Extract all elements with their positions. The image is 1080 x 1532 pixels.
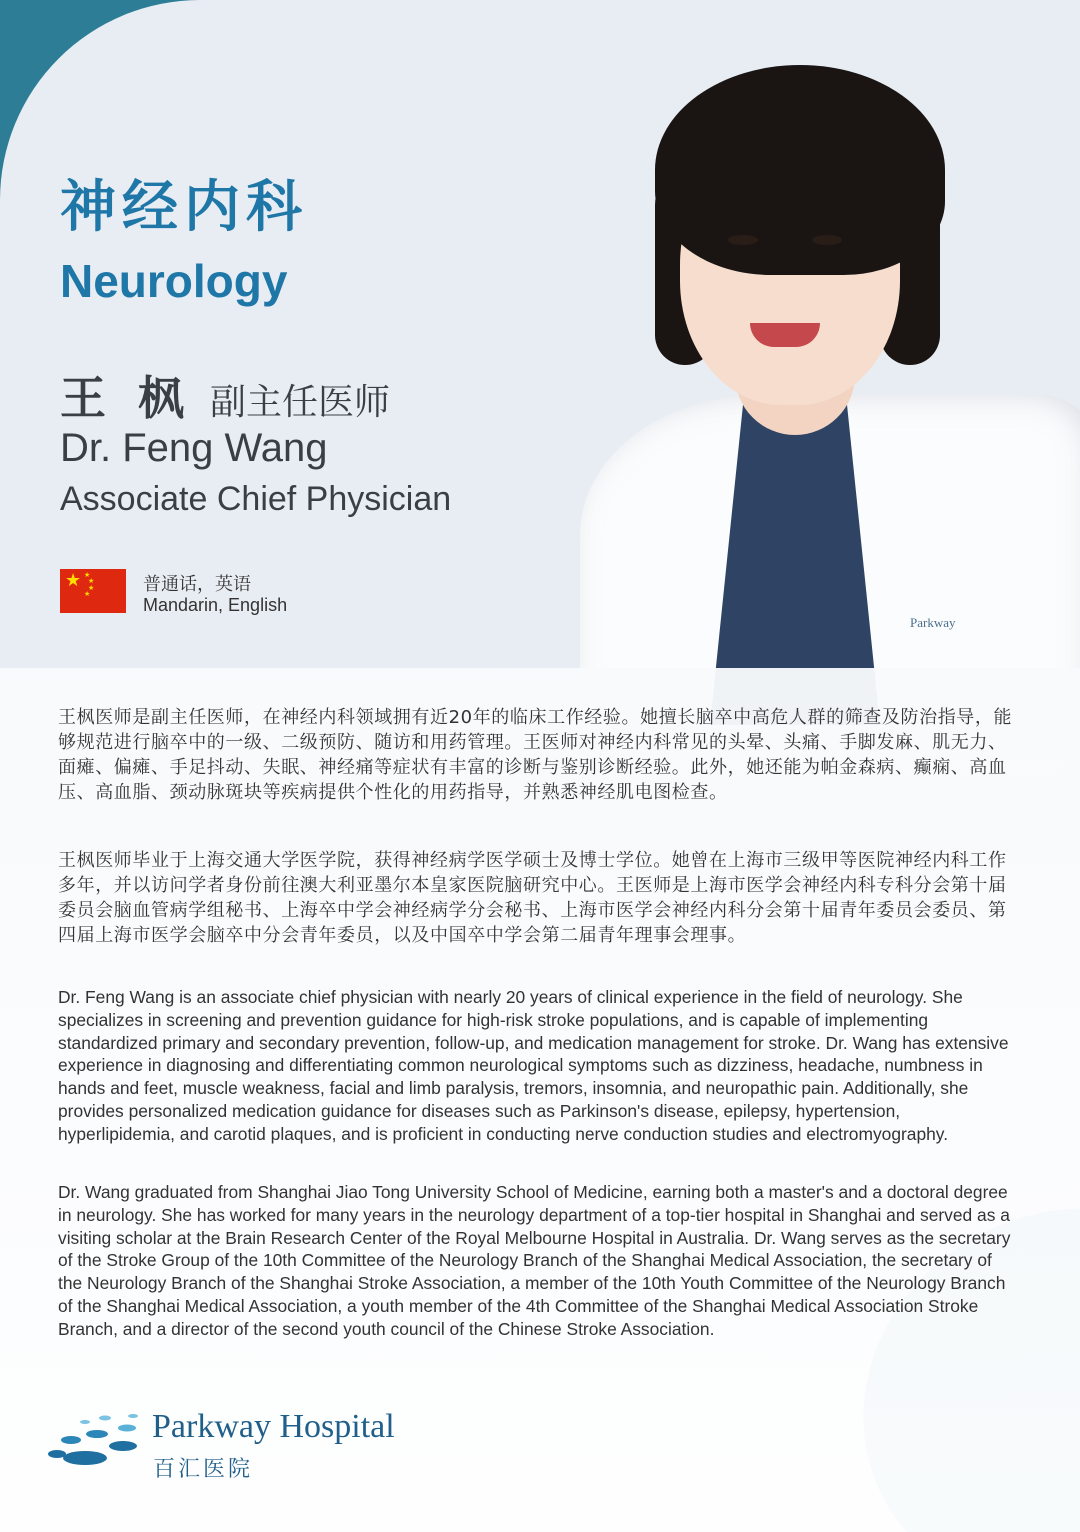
hospital-name-en: Parkway Hospital [152,1408,395,1445]
portrait-eye-left [728,235,758,245]
doctor-title-en: Associate Chief Physician [60,480,452,518]
department-title-en: Neurology [60,255,288,307]
portrait-eye-right [812,235,842,245]
bio-paragraph-en-1: Dr. Feng Wang is an associate chief physician with nearly 20 years of clinical experience in the field of neurology. She specializes in screening and prevention guidance for high-risk stroke populations, and is capable of implementing standardized primary and secondary prevention, follow-up, and medication management for stroke. Dr. Wang has extensive experience in diagnosing and differentiating common neurological symptoms such as dizziness, headache, numbness in hands and feet, muscle weakness, facial and limb paralysis, tremors, insomnia, and neuropathic pain. Additionally, she provides personalized medication guidance for diseases such as Parkinson's disease, epilepsy, hypertension, hyperlipidemia, and carotid plaques, and is proficient in conducting nerve conduction studies and electromyography. [58,987,1009,1144]
doctor-name-cn: 王 枫 [60,371,193,425]
doctor-name-row [60,362,390,428]
flag-star-icon: ★ [88,584,95,592]
department-title-cn: 神经内科 [60,175,308,240]
logo-mark [109,1441,137,1451]
bio-paragraph-en-2: Dr. Wang graduated from Shanghai Jiao Tong University School of Medicine, earning both a master's and a doctoral degree in neurology. She has worked for many years in the neurology department of a top-tier hospital in Shanghai and served as a visiting scholar at the Brain Research Center of the Royal Melbourne Hospital in Australia. Dr. Wang serves as the secretary of the Stroke Group of the 10th Committee of the Neurology Branch of the Shanghai Medical Association, the secretary of the Neurology Branch of the Shanghai Stroke Association, a member of the 10th Youth Committee of the Neurology Branch of the Shanghai Medical Association, a youth member of the 4th Committee of the Shanghai Medical Association Stroke Branch, and a director of the second youth council of the Chinese Stroke Association. [58,1182,1011,1339]
logo-mark [48,1450,66,1458]
logo-mark [99,1416,111,1421]
doctor-portrait [560,55,1080,670]
languages-cn: 普通话，英语 [143,574,251,595]
bio-paragraph-cn-2: 王枫医师毕业于上海交通大学医学院，获得神经病学医学硕士及博士学位。她曾在上海市三级甲等医院神经内科工作多年，并以访问学者身份前往澳大利亚墨尔本皇家医院脑研究中心。王医师是上海市医学会神经内科专科分会第十届委员会脑血管病学组秘书、上海卒中学会神经病学分会秘书、上海市医学会神经内科分会第十届青年委员会委员、第四届上海市医学会脑卒中分会青年委员，以及中国卒中学会第二届青年理事会理事。 [58,850,1007,946]
logo-mark [86,1430,108,1438]
bio-paragraph-cn-1: 王枫医师是副主任医师，在神经内科领域拥有近20年的临床工作经验。她擅长脑卒中高危人群的筛查及防治指导，能够规范进行脑卒中的一级、二级预防、随访和用药管理。王医师对神经内科常见的头晕、头痛、手脚发麻、肌无力、面瘫、偏瘫、手足抖动、失眠、神经痛等症状有丰富的诊断与鉴别诊断经验。此外，她还能为帕金森病、癫痫、高血压、高血脂、颈动脉斑块等疾病提供个性化的用药指导，并熟悉神经肌电图检查。 [58,707,1013,803]
flag-star-icon: ★ [88,577,95,585]
languages-en: Mandarin, English [143,595,288,615]
logo-mark [80,1420,90,1424]
doctor-title-cn: 副主任医师 [210,382,391,423]
doctor-name-en: Dr. Feng Wang [60,426,328,470]
china-flag-icon [60,569,126,613]
logo-mark [118,1425,136,1432]
coat-badge: Parkway [910,615,956,630]
logo-mark [63,1451,107,1465]
portrait-hair [655,65,945,275]
flag-star-icon: ★ [65,570,82,591]
flag-star-icon: ★ [84,571,91,579]
hospital-name-cn: 百汇医院 [153,1457,254,1482]
logo-mark [128,1414,138,1418]
logo-mark [61,1436,81,1444]
flag-star-icon: ★ [84,590,91,598]
parkway-logo-icon [45,1410,155,1470]
